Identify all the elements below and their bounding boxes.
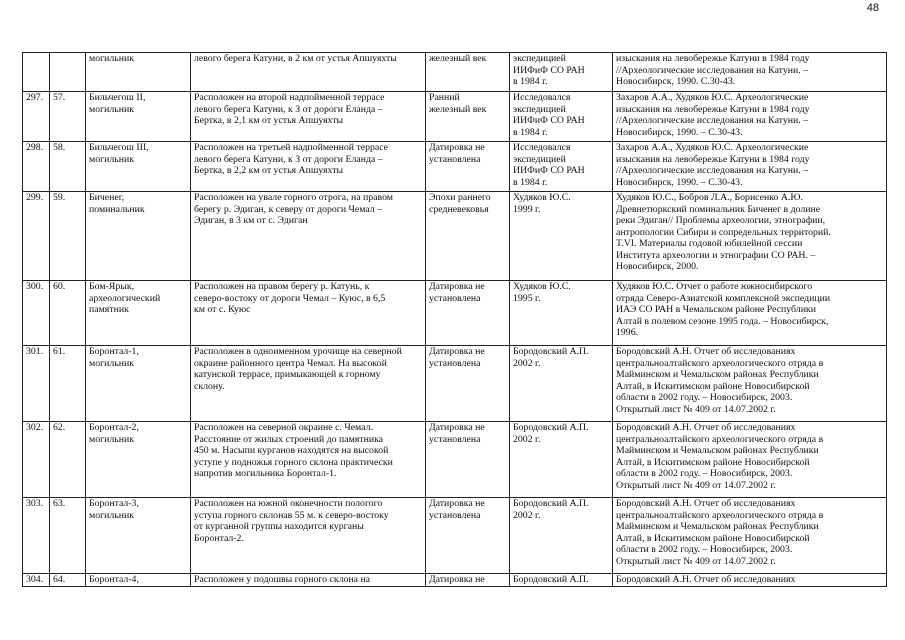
- cell-line: могильник: [89, 509, 134, 521]
- location-cell: [191, 92, 426, 142]
- cell-line: левого берега Катуни, к З от дороги Еланда –: [194, 153, 383, 165]
- cell-line: Расположен на правом берегу р. Катунь, к: [194, 281, 370, 292]
- cell-line: в 1984 г.: [513, 76, 548, 87]
- cell-line: окраине районного центра Чемал. На высокой: [194, 357, 387, 369]
- cell-line: памятник: [89, 304, 129, 315]
- table-row: [23, 92, 887, 142]
- cell-line: в 1984 г.: [513, 176, 548, 188]
- cell-line: Датировка не: [429, 346, 485, 357]
- table-row: [23, 422, 887, 498]
- cell-line: Датировка не: [429, 281, 485, 292]
- table-row: [23, 498, 887, 574]
- cell-line: области в 2002 году. – Новосибирск, 2003.: [616, 392, 793, 403]
- cell-line: Открытый лист № 409 от 14.07.2002 г.: [616, 555, 776, 567]
- dating-cell: [426, 192, 510, 281]
- table-row: [23, 574, 887, 587]
- cell-line: уступе у подножья горного склона практически: [194, 456, 393, 468]
- cell-line: установлена: [429, 153, 481, 165]
- row-subnumber-cell: 62.: [50, 422, 86, 498]
- monument-name-cell: [86, 422, 191, 498]
- cell-line: Худяков Ю.С.: [513, 192, 571, 203]
- monument-name-cell: [86, 92, 191, 142]
- cell-line: Новосибирск, 1990. – С.30-43.: [616, 126, 743, 138]
- row-subnumber-cell: 60.: [50, 281, 86, 346]
- literature-cell: [613, 142, 887, 192]
- researcher-cell: [510, 192, 613, 281]
- cell-line: северо-востоку от дороги Чемал – Куюс, в 6,5: [194, 292, 386, 304]
- cell-line: от курганной группы находится курганы: [194, 521, 364, 532]
- row-number-cell: 303.: [23, 498, 50, 574]
- cell-line: //Археологические исследования на Катуни. –: [616, 64, 808, 76]
- cell-line: ИИФиФ СО РАН: [513, 115, 585, 126]
- cell-line: левого берега Катуни, к З от дороги Еланда –: [194, 103, 383, 115]
- cell-line: установлена: [429, 357, 481, 369]
- cell-line: Расположен на увале горного отрога, на правом: [194, 192, 394, 203]
- monument-name-cell: [86, 281, 191, 346]
- location-cell: [191, 422, 426, 498]
- cell-line: Новосибирск, 2000.: [616, 261, 699, 272]
- table-row: [23, 346, 887, 422]
- cell-line: могильник: [89, 103, 134, 115]
- cell-line: склону.: [194, 380, 225, 392]
- cell-line: Бом-Ярык,: [89, 281, 135, 292]
- cell-line: Расположен в одноименном урочище на северной: [194, 346, 402, 357]
- cell-line: Майминском и Чемальском районах Республики: [616, 369, 819, 380]
- cell-line: Бильчегош II,: [89, 92, 146, 103]
- cell-line: центральноалтайского археологического отряда в: [616, 357, 824, 369]
- cell-line: Датировка не: [429, 574, 485, 585]
- location-cell: [191, 281, 426, 346]
- cell-line: Захаров А.А., Худяков Ю.С. Археологические: [616, 142, 809, 153]
- cell-line: Боронтал-2,: [89, 422, 139, 433]
- cell-line: Бертка, в 2,2 км от устья Апшуяхты: [194, 165, 344, 176]
- location-cell: [191, 142, 426, 192]
- row-number-cell: 297.: [23, 92, 50, 142]
- cell-line: Алтай, в Искитимском районе Новосибирской: [616, 532, 810, 544]
- cell-line: средневековья: [429, 203, 489, 215]
- cell-line: T.VI. Материалы годовой юбилейной сессии: [616, 238, 803, 249]
- monument-name-cell: [86, 498, 191, 574]
- cell-line: Расположен на второй надпойменной террасе: [194, 92, 385, 103]
- cell-line: Открытый лист № 409 от 14.07.2002 г.: [616, 479, 776, 491]
- literature-cell: [613, 92, 887, 142]
- location-cell: [191, 346, 426, 422]
- cell-line: Алтай в полевом сезоне 1995 года. – Новосибирск,: [616, 315, 829, 327]
- cell-line: Худяков Ю.С.: [513, 281, 571, 292]
- cell-line: могильник: [89, 357, 134, 369]
- cell-line: экспедицией: [513, 153, 566, 165]
- cell-line: 450 м. Насыпи курганов находятся на высокой: [194, 445, 389, 456]
- row-subnumber-cell: [50, 53, 86, 92]
- cell-line: Майминском и Чемальском районах Республики: [616, 445, 819, 456]
- cell-line: //Археологические исследования на Катуни. –: [616, 165, 808, 176]
- cell-line: Исследовался: [513, 142, 571, 153]
- cell-line: Бородовский А.П.: [513, 498, 589, 509]
- cell-line: могильник: [89, 153, 134, 165]
- row-subnumber-cell: 58.: [50, 142, 86, 192]
- cell-line: Исследовался: [513, 92, 571, 103]
- cell-line: экспедицией: [513, 53, 566, 64]
- dating-cell: [426, 142, 510, 192]
- literature-cell: [613, 498, 887, 574]
- dating-cell: [426, 92, 510, 142]
- cell-line: Расположен у подошвы горного склона на: [194, 574, 371, 585]
- location-cell: [191, 498, 426, 574]
- location-cell: [191, 53, 426, 92]
- cell-line: области в 2002 году. – Новосибирск, 2003.: [616, 544, 793, 555]
- dating-cell: [426, 422, 510, 498]
- monument-name-cell: [86, 53, 191, 92]
- cell-line: Бородовский А.П.: [513, 346, 589, 357]
- row-number-cell: 299.: [23, 192, 50, 281]
- cell-line: установлена: [429, 509, 481, 521]
- cell-line: установлена: [429, 433, 481, 445]
- cell-line: Боронтал-1,: [89, 346, 139, 357]
- cell-line: установлена: [429, 292, 481, 304]
- cell-line: ИИФиФ СО РАН: [513, 64, 585, 76]
- row-number-cell: 302.: [23, 422, 50, 498]
- cell-line: Боронтал-2.: [194, 532, 244, 544]
- cell-line: Расстояние от жилых строений до памятника: [194, 433, 384, 445]
- cell-line: Расположен на северной окраине с. Чемал.: [194, 422, 373, 433]
- row-number-cell: 301.: [23, 346, 50, 422]
- cell-line: Худяков Ю.С., Бобров Л.А., Борисенко А.Ю.: [616, 192, 803, 203]
- cell-line: берегу р. Эдиган, к северу от дороги Чемал –: [194, 203, 383, 215]
- cell-line: Расположен на южной оконечности пологого: [194, 498, 383, 509]
- cell-line: центральноалтайского археологического отряда в: [616, 433, 824, 445]
- researcher-cell: [510, 281, 613, 346]
- dating-cell: [426, 498, 510, 574]
- cell-line: 1995 г.: [513, 292, 541, 304]
- cell-line: Бородовский А.Н. Отчет об исследованиях: [616, 498, 796, 509]
- table-row: [23, 192, 887, 281]
- researcher-cell: [510, 53, 613, 92]
- cell-line: реки Эдиган// Проблемы археологии, этнографии,: [616, 215, 826, 226]
- cell-line: Новосибирск, 1990. С.30-43.: [616, 76, 736, 87]
- page-number: 48: [866, 2, 879, 14]
- dating-cell: [426, 281, 510, 346]
- researcher-cell: [510, 422, 613, 498]
- cell-line: катунской террасе, примыкающей к горному: [194, 369, 381, 380]
- cell-line: уступа горного склонав 55 м. к северо-востоку: [194, 509, 389, 521]
- literature-cell: [613, 53, 887, 92]
- cell-line: Бородовский А.Н. Отчет об исследованиях: [616, 422, 796, 433]
- cell-line: ИАЭ СО РАН в Чемальском районе Республики: [616, 304, 816, 315]
- cell-line: Эдиган, в 3 км от с. Эдиган: [194, 215, 308, 226]
- monument-name-cell: [86, 346, 191, 422]
- cell-line: Бородовский А.Н. Отчет об исследованиях: [616, 346, 796, 357]
- row-subnumber-cell: 64.: [50, 574, 86, 587]
- cell-line: 1999 г.: [513, 203, 541, 215]
- dating-cell: [426, 53, 510, 92]
- cell-line: Новосибирск, 1990. – С.30-43.: [616, 176, 743, 188]
- literature-cell: [613, 192, 887, 281]
- table-row: [23, 53, 887, 92]
- cell-line: //Археологические исследования на Катуни. –: [616, 115, 808, 126]
- row-number-cell: 304.: [23, 574, 50, 587]
- cell-line: 2002 г.: [513, 433, 541, 445]
- cell-line: Бертка, в 2,1 км от устья Апшуяхты: [194, 115, 344, 126]
- cell-line: 2002 г.: [513, 509, 541, 521]
- cell-line: Майминском и Чемальском районах Республики: [616, 521, 819, 532]
- monuments-table: [22, 52, 887, 587]
- cell-line: железный век: [429, 103, 487, 115]
- literature-cell: [613, 422, 887, 498]
- cell-line: Открытый лист № 409 от 14.07.2002 г.: [616, 403, 776, 415]
- row-number-cell: [23, 53, 50, 92]
- cell-line: отряда Северо-Азиатской комплексной экспедиции: [616, 292, 831, 304]
- cell-line: км от с. Куюс: [194, 304, 251, 315]
- literature-cell: [613, 574, 887, 587]
- row-subnumber-cell: 59.: [50, 192, 86, 281]
- cell-line: Бородовский А.П.: [513, 574, 589, 585]
- row-number-cell: 298.: [23, 142, 50, 192]
- row-subnumber-cell: 61.: [50, 346, 86, 422]
- literature-cell: [613, 281, 887, 346]
- cell-line: Алтай, в Искитимском районе Новосибирской: [616, 380, 810, 392]
- cell-line: изыскания на левобережье Катуни в 1984 году: [616, 103, 810, 115]
- cell-line: Эпохи раннего: [429, 192, 491, 203]
- dating-cell: [426, 346, 510, 422]
- location-cell: [191, 574, 426, 587]
- cell-line: Боронтал-3,: [89, 498, 139, 509]
- cell-line: Бородовский А.Н. Отчет об исследованиях: [616, 574, 796, 585]
- cell-line: Худяков Ю.С. Отчет о работе южносибирского: [616, 281, 813, 292]
- cell-line: Датировка не: [429, 142, 485, 153]
- cell-line: Бильчегош III,: [89, 142, 149, 153]
- cell-line: могильник: [89, 433, 134, 445]
- researcher-cell: [510, 92, 613, 142]
- cell-line: центральноалтайского археологического отряда в: [616, 509, 824, 521]
- cell-line: 1996.: [616, 327, 639, 338]
- cell-line: в 1984 г.: [513, 126, 548, 138]
- cell-line: изыскания на левобережье Катуни в 1984 году: [616, 153, 810, 165]
- cell-line: левого берега Катуни, в 2 км от устья Апшуяхты: [194, 53, 397, 64]
- researcher-cell: [510, 574, 613, 587]
- researcher-cell: [510, 142, 613, 192]
- cell-line: изыскания на левобережье Катуни в 1984 году: [616, 53, 810, 64]
- cell-line: ИИФиФ СО РАН: [513, 165, 585, 176]
- cell-line: поминальник: [89, 203, 145, 215]
- cell-line: Датировка не: [429, 498, 485, 509]
- dating-cell: [426, 574, 510, 587]
- researcher-cell: [510, 498, 613, 574]
- cell-line: железный век: [429, 53, 487, 64]
- cell-line: Института археологии и этнографии СО РАН. –: [616, 249, 816, 261]
- row-number-cell: 300.: [23, 281, 50, 346]
- monument-name-cell: [86, 142, 191, 192]
- cell-line: археологический: [89, 292, 161, 304]
- cell-line: могильник: [89, 53, 134, 64]
- table-row: [23, 281, 887, 346]
- cell-line: Древнетюркский поминальник Биченег в долине: [616, 203, 821, 215]
- cell-line: экспедицией: [513, 103, 566, 115]
- monument-name-cell: [86, 574, 191, 587]
- cell-line: Боронтал-4,: [89, 574, 139, 585]
- table-row: [23, 142, 887, 192]
- cell-line: Биченег,: [89, 192, 125, 203]
- cell-line: области в 2002 году. – Новосибирск, 2003.: [616, 468, 793, 479]
- row-subnumber-cell: 57.: [50, 92, 86, 142]
- cell-line: антропологии Сибири и сопредельных территорий.: [616, 226, 831, 238]
- cell-line: напротив могильника Боронтал-1.: [194, 468, 337, 479]
- cell-line: Датировка не: [429, 422, 485, 433]
- cell-line: Захаров А.А., Худяков Ю.С. Археологические: [616, 92, 809, 103]
- cell-line: Бородовский А.П.: [513, 422, 589, 433]
- location-cell: [191, 192, 426, 281]
- literature-cell: [613, 346, 887, 422]
- cell-line: Алтай, в Искитимском районе Новосибирской: [616, 456, 810, 468]
- cell-line: Ранний: [429, 92, 460, 103]
- row-subnumber-cell: 63.: [50, 498, 86, 574]
- cell-line: 2002 г.: [513, 357, 541, 369]
- cell-line: Расположен на третьей надпойменной террасе: [194, 142, 389, 153]
- monument-name-cell: [86, 192, 191, 281]
- researcher-cell: [510, 346, 613, 422]
